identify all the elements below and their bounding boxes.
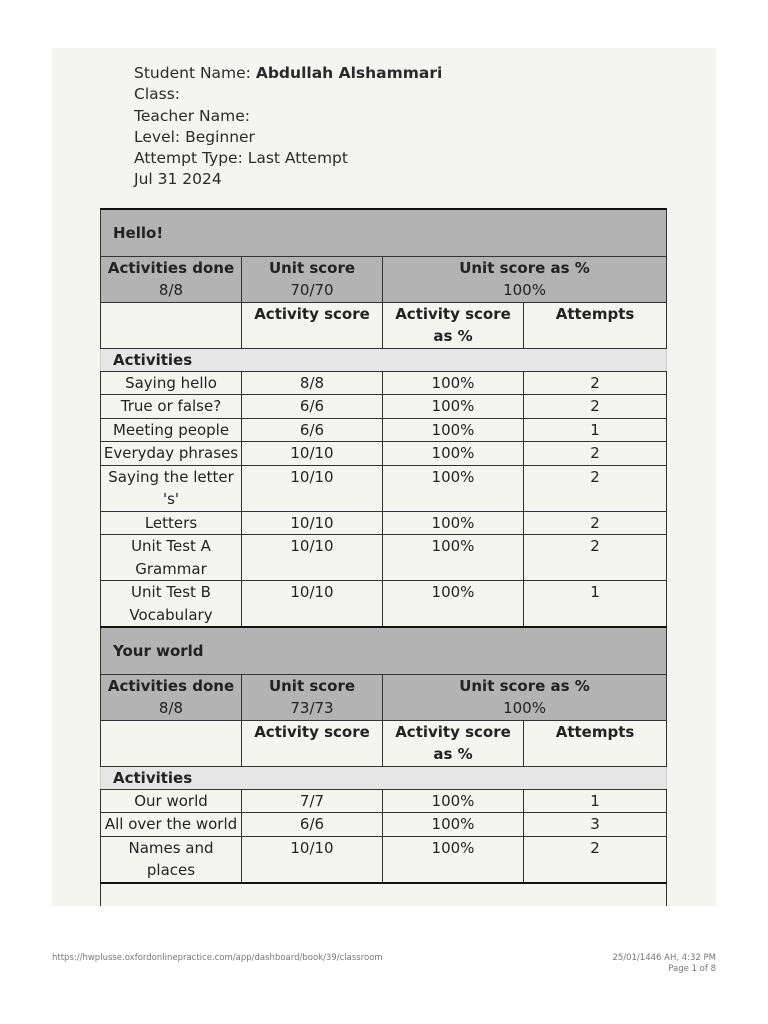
column-header-score: Activity score — [242, 720, 383, 766]
activities-done-label: Activities done — [107, 676, 235, 695]
unit-score-cell — [242, 674, 383, 720]
table-row — [101, 371, 667, 395]
unit-score-cell — [242, 256, 383, 302]
activity-attempts: 1 — [524, 418, 667, 442]
unit-percent-cell — [383, 674, 667, 720]
report-page — [52, 48, 716, 906]
class-line: Class: — [134, 85, 181, 104]
column-header-row — [101, 302, 667, 348]
table-row — [101, 813, 667, 837]
activity-attempts: 2 — [524, 836, 667, 883]
table-row — [101, 581, 667, 628]
activity-percent: 100% — [383, 836, 524, 883]
activity-percent: 100% — [383, 581, 524, 628]
column-header-blank — [101, 302, 242, 348]
activity-name: Unit Test B Vocabulary — [101, 581, 242, 628]
column-header-attempts: Attempts — [524, 720, 667, 766]
column-header-score: Activity score — [242, 302, 383, 348]
column-header-percent: Activity score as % — [383, 720, 524, 766]
activity-attempts: 1 — [524, 581, 667, 628]
activity-name: Saying hello — [101, 371, 242, 395]
activity-percent: 100% — [383, 511, 524, 535]
column-header-blank — [101, 720, 242, 766]
activity-score: 10/10 — [242, 442, 383, 466]
unit-percent-value: 100% — [503, 699, 546, 717]
activity-attempts: 2 — [524, 511, 667, 535]
print-datetime: 25/01/1446 AH, 4:32 PM — [612, 953, 716, 963]
attempt-type-line: Attempt Type: Last Attempt — [134, 149, 348, 168]
column-header-attempts: Attempts — [524, 302, 667, 348]
activity-percent: 100% — [383, 418, 524, 442]
table-row — [101, 418, 667, 442]
page-meta — [612, 953, 716, 975]
activity-score: 10/10 — [242, 535, 383, 581]
table-row — [101, 535, 667, 581]
unit-percent-label: Unit score as % — [459, 258, 590, 277]
activities-label: Activities — [101, 348, 667, 371]
activity-name: True or false? — [101, 395, 242, 419]
table-row — [101, 789, 667, 813]
page-url: https://hwplusse.oxfordonlinepractice.com/app/dashboard/book/39/classroom — [52, 953, 383, 963]
student-name: Abdullah Alshammari — [255, 64, 443, 82]
activity-percent: 100% — [383, 789, 524, 813]
student-name-label: Student Name: — [134, 64, 251, 82]
activity-percent: 100% — [383, 371, 524, 395]
next-unit-cell — [101, 883, 667, 906]
next-unit-row — [101, 883, 667, 906]
activity-name: Everyday phrases — [101, 442, 242, 466]
unit-title-row — [101, 209, 667, 256]
activity-attempts: 2 — [524, 442, 667, 466]
activity-name: Saying the letter 's' — [101, 465, 242, 511]
column-header-percent: Activity score as % — [383, 302, 524, 348]
unit-summary-row — [101, 674, 667, 720]
table-row — [101, 395, 667, 419]
student-info — [134, 63, 442, 191]
unit-title: Hello! — [101, 209, 667, 256]
level-line: Level: Beginner — [134, 127, 255, 146]
activity-percent: 100% — [383, 442, 524, 466]
table-row — [101, 511, 667, 535]
activity-attempts: 2 — [524, 535, 667, 581]
activities-done-cell — [101, 674, 242, 720]
activity-score: 10/10 — [242, 836, 383, 883]
activity-attempts: 3 — [524, 813, 667, 837]
activity-percent: 100% — [383, 395, 524, 419]
table-row — [101, 836, 667, 883]
report-date: Jul 31 2024 — [134, 170, 222, 189]
activities-done-cell — [101, 256, 242, 302]
unit-percent-value: 100% — [503, 281, 546, 299]
activity-score: 8/8 — [242, 371, 383, 395]
activities-label: Activities — [101, 766, 667, 789]
activities-label-row — [101, 348, 667, 371]
activity-score: 6/6 — [242, 395, 383, 419]
activities-done-value: 8/8 — [158, 281, 184, 299]
activity-attempts: 1 — [524, 789, 667, 813]
activity-score: 6/6 — [242, 418, 383, 442]
activities-done-label: Activities done — [107, 258, 235, 277]
activity-name: All over the world — [101, 813, 242, 837]
unit-summary-row — [101, 256, 667, 302]
unit-table — [100, 208, 667, 906]
unit-score-label: Unit score — [268, 676, 356, 695]
activity-attempts: 2 — [524, 395, 667, 419]
activity-score: 10/10 — [242, 581, 383, 628]
unit-percent-label: Unit score as % — [459, 676, 590, 695]
unit-title-row — [101, 627, 667, 674]
activity-attempts: 2 — [524, 371, 667, 395]
activities-label-row — [101, 766, 667, 789]
activity-name: Unit Test A Grammar — [101, 535, 242, 581]
activity-name: Meeting people — [101, 418, 242, 442]
unit-title: Your world — [101, 627, 667, 674]
activity-percent: 100% — [383, 535, 524, 581]
table-row — [101, 442, 667, 466]
unit-score-label: Unit score — [268, 258, 356, 277]
column-header-row — [101, 720, 667, 766]
activities-done-value: 8/8 — [158, 699, 184, 717]
activity-score: 10/10 — [242, 511, 383, 535]
activity-name: Letters — [101, 511, 242, 535]
page-number: Page 1 of 8 — [668, 964, 716, 974]
activity-percent: 100% — [383, 465, 524, 511]
unit-score-value: 70/70 — [290, 281, 334, 299]
activity-score: 10/10 — [242, 465, 383, 511]
activity-name: Names and places — [101, 836, 242, 883]
activity-percent: 100% — [383, 813, 524, 837]
unit-percent-cell — [383, 256, 667, 302]
unit-score-value: 73/73 — [290, 699, 334, 717]
activity-name: Our world — [101, 789, 242, 813]
activity-score: 7/7 — [242, 789, 383, 813]
table-row — [101, 465, 667, 511]
teacher-line: Teacher Name: — [134, 106, 251, 125]
student-name-line — [134, 63, 442, 84]
activity-score: 6/6 — [242, 813, 383, 837]
activity-attempts: 2 — [524, 465, 667, 511]
